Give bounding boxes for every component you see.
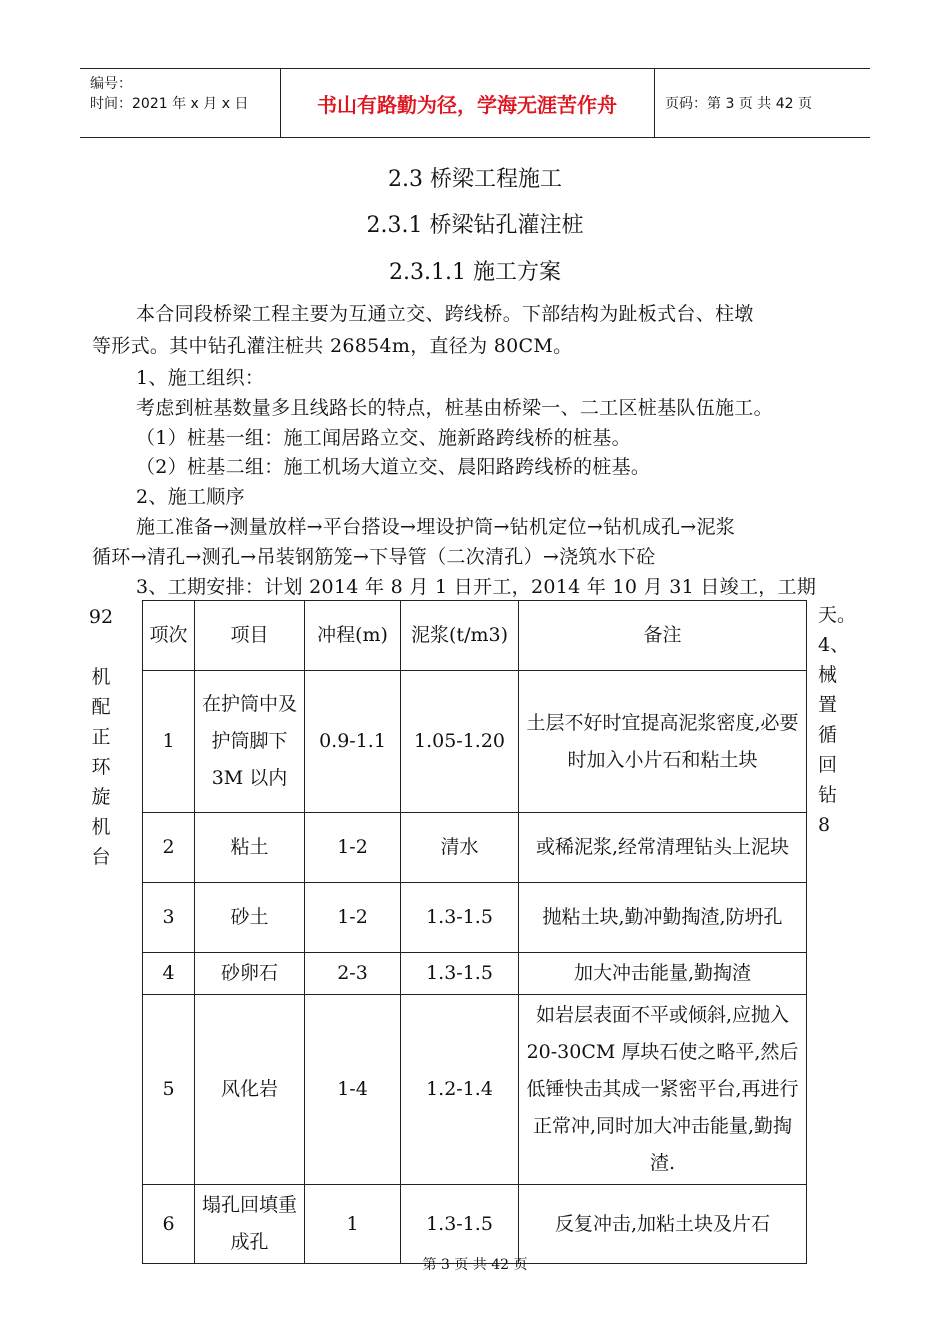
right-margin-char: 回 — [818, 754, 838, 776]
left-margin-char — [88, 632, 114, 662]
table-cell: 1-2 — [305, 883, 401, 953]
right-margin-char: 4、 — [818, 634, 850, 656]
table-row — [143, 995, 807, 1185]
table-row — [143, 671, 807, 813]
table-cell: 1-2 — [305, 813, 401, 883]
paragraph-seq-1: 施工准备→测量放样→平台搭设→埋设护筒→钻机定位→钻机成孔→泥浆 — [136, 516, 736, 538]
header-meta — [80, 69, 281, 137]
table-cell: 2 — [143, 813, 195, 883]
table-cell: 如岩层表面不平或倾斜,应抛入 20-30CM 厚块石使之略平,然后低锤快击其成一紧密平台,再进行正常冲,同时加大冲击能量,勤掏渣. — [519, 995, 807, 1185]
left-margin-char: 环 — [91, 756, 111, 778]
left-margin-text — [88, 602, 114, 872]
table-row — [143, 813, 807, 883]
table-cell: 0.9-1.1 — [305, 671, 401, 813]
table-cell: 1.3-1.5 — [401, 883, 519, 953]
right-margin-char: 置 — [818, 694, 838, 716]
table-cell: 2-3 — [305, 953, 401, 995]
left-margin-char: 旋 — [91, 786, 111, 808]
table-cell: 塌孔回填重成孔 — [195, 1185, 305, 1264]
table-row — [143, 883, 807, 953]
table-cell: 1.3-1.5 — [401, 1185, 519, 1264]
table-cell: 1.2-1.4 — [401, 995, 519, 1185]
time-label: 时间：2021 年 x 月 x 日 — [90, 96, 249, 112]
table-cell: 6 — [143, 1185, 195, 1264]
table-cell: 1 — [143, 671, 195, 813]
right-margin-char: 8 — [818, 814, 831, 836]
header-page-label: 页码：第 3 页 共 42 页 — [665, 96, 812, 112]
section-seq-title: 2、施工顺序 — [136, 486, 245, 508]
number-label: 编号： — [90, 76, 132, 92]
table-cell: 风化岩 — [195, 995, 305, 1185]
paragraph-intro-2: 等形式。其中钻孔灌注桩共 26854m，直径为 80CM。 — [92, 335, 573, 357]
drilling-parameters-table — [142, 600, 807, 1264]
page-footer: 第 3 页 共 42 页 — [422, 1257, 528, 1273]
table-cell: 抛粘土块,勤冲勤掏渣,防坍孔 — [519, 883, 807, 953]
left-margin-char: 台 — [91, 846, 111, 868]
table-cell: 5 — [143, 995, 195, 1185]
left-margin-char: 配 — [91, 696, 111, 718]
right-margin-text — [818, 600, 858, 840]
table-cell: 砂卵石 — [195, 953, 305, 995]
table-cell: 1-4 — [305, 995, 401, 1185]
heading-3: 2.3.1.1 施工方案 — [389, 260, 561, 285]
table-cell: 清水 — [401, 813, 519, 883]
paragraph-org-2: （1）桩基一组：施工闻居路立交、施新路跨线桥的桩基。 — [136, 427, 631, 449]
table-cell: 土层不好时宜提高泥浆密度,必要时加入小片石和粘土块 — [519, 671, 807, 813]
table-cell: 4 — [143, 953, 195, 995]
table-row — [143, 1185, 807, 1264]
header-cell: 泥浆(t/m3) — [401, 601, 519, 671]
header-cell: 冲程(m) — [305, 601, 401, 671]
paragraph-schedule: 3、工期安排：计划 2014 年 8 月 1 日开工，2014 年 10 月 31 日竣工，工期 — [136, 576, 817, 598]
left-margin-char: 正 — [91, 726, 111, 748]
table-header-row — [143, 601, 807, 671]
heading-2: 2.3.1 桥梁钻孔灌注桩 — [366, 213, 584, 238]
header-cell: 备注 — [519, 601, 807, 671]
header-cell: 项次 — [143, 601, 195, 671]
section-org-title: 1、施工组织： — [136, 367, 265, 389]
paragraph-seq-2: 循环→清孔→测孔→吊装钢筋笼→下导管（二次清孔）→浇筑水下砼 — [92, 546, 656, 568]
table-cell: 反复冲击,加粘土块及片石 — [519, 1185, 807, 1264]
header-motto: 书山有路勤为径，学海无涯苦作舟 — [280, 69, 655, 137]
table-cell: 1 — [305, 1185, 401, 1264]
table-row — [143, 953, 807, 995]
right-margin-char: 循 — [818, 724, 838, 746]
table-cell: 粘土 — [195, 813, 305, 883]
left-margin-char: 机 — [91, 816, 111, 838]
table-cell: 砂土 — [195, 883, 305, 953]
left-margin-char: 机 — [91, 666, 111, 688]
right-margin-char: 械 — [818, 664, 838, 686]
page-header — [80, 68, 870, 138]
paragraph-org-3: （2）桩基二组：施工机场大道立交、晨阳路跨线桥的桩基。 — [136, 456, 651, 478]
right-margin-char: 天。 — [818, 604, 857, 626]
left-margin-char: 92 — [88, 606, 114, 628]
table-cell: 加大冲击能量,勤掏渣 — [519, 953, 807, 995]
table-cell: 1.3-1.5 — [401, 953, 519, 995]
right-margin-char: 钻 — [818, 784, 838, 806]
header-cell: 项目 — [195, 601, 305, 671]
table-cell: 或稀泥浆,经常清理钻头上泥块 — [519, 813, 807, 883]
paragraph-intro-1: 本合同段桥梁工程主要为互通立交、跨线桥。下部结构为趾板式台、柱墩 — [136, 303, 754, 325]
table-cell: 在护筒中及护筒脚下 3M 以内 — [195, 671, 305, 813]
table-cell: 1.05-1.20 — [401, 671, 519, 813]
table-cell: 3 — [143, 883, 195, 953]
paragraph-org-1: 考虑到桩基数量多且线路长的特点，桩基由桥梁一、二工区桩基队伍施工。 — [136, 397, 773, 419]
heading-1: 2.3 桥梁工程施工 — [388, 167, 562, 192]
